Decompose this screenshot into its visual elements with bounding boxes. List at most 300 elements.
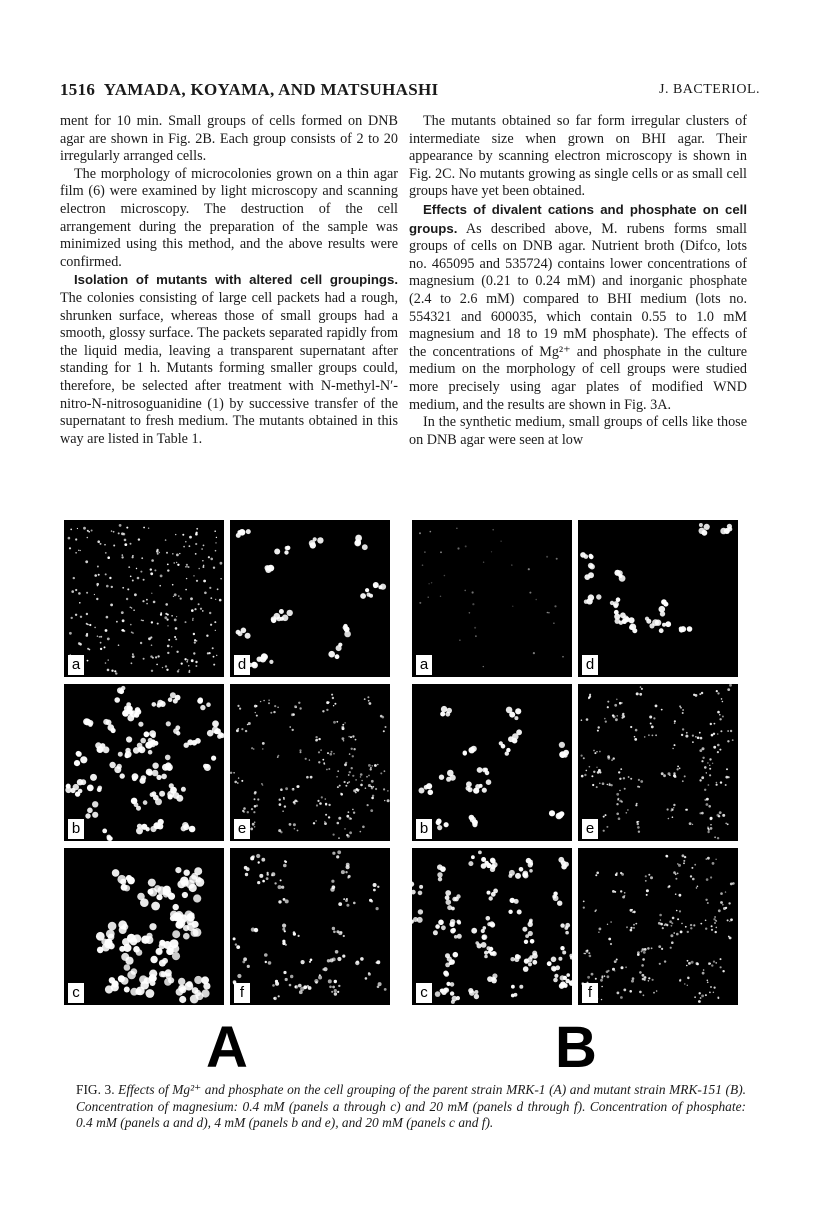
cell-speck [254, 826, 256, 828]
cell-speck [450, 991, 454, 995]
cell-speck [667, 886, 669, 888]
cell-speck [338, 837, 340, 839]
cell-speck [368, 784, 371, 787]
cell-speck [113, 531, 115, 533]
cell-speck [371, 780, 374, 783]
cell-speck [711, 929, 713, 931]
cell-speck [343, 935, 345, 937]
cell-speck [658, 945, 661, 948]
cell-speck [160, 575, 163, 578]
cell-speck [333, 721, 336, 724]
cell-speck [623, 777, 625, 779]
cell-speck [428, 597, 429, 598]
cell-speck [216, 655, 217, 656]
cell-speck [122, 587, 124, 589]
cell-speck [136, 568, 137, 569]
cell-speck [329, 986, 332, 989]
panel-label: a [416, 655, 432, 675]
cell-speck [202, 566, 204, 568]
cell-speck [364, 698, 366, 700]
cell-speck [150, 568, 152, 570]
cell-speck [661, 948, 663, 950]
cell-speck [179, 553, 180, 554]
cell-speck [146, 989, 155, 998]
cell-speck [562, 951, 566, 955]
cell-speck [322, 710, 324, 712]
cell-speck [705, 928, 707, 930]
cell-speck [325, 798, 327, 800]
cell-speck [345, 762, 347, 764]
cell-speck [721, 698, 723, 700]
cell-speck [639, 786, 641, 788]
cell-speck [371, 797, 374, 800]
cell-speck [235, 943, 237, 945]
cell-speck [143, 579, 145, 581]
cell-speck [665, 621, 671, 627]
micrograph-texture [64, 684, 224, 841]
cell-speck [362, 544, 368, 550]
cell-speck [273, 997, 276, 1000]
cell-speck [612, 890, 615, 893]
cell-speck [336, 776, 338, 778]
cell-speck [383, 788, 385, 790]
cell-speck [560, 975, 565, 980]
cell-speck [106, 585, 109, 588]
cell-speck [670, 947, 672, 949]
cell-speck [344, 828, 345, 829]
cell-speck [638, 821, 640, 823]
cell-speck [265, 961, 267, 963]
cell-speck [166, 669, 168, 671]
cell-speck [645, 880, 647, 882]
cell-speck [200, 608, 202, 610]
cell-speck [280, 788, 283, 791]
cell-speck [514, 899, 519, 904]
cell-speck [195, 543, 197, 545]
cell-speck [274, 613, 281, 620]
cell-speck [193, 633, 195, 635]
cell-speck [319, 802, 322, 805]
cell-speck [173, 699, 178, 704]
cell-speck [693, 694, 695, 696]
cell-speck [295, 986, 297, 988]
micrograph-texture [230, 520, 390, 677]
cell-speck [122, 629, 125, 632]
cell-speck [98, 786, 103, 791]
cell-speck [707, 857, 710, 860]
cell-speck [337, 770, 339, 772]
micrograph-texture [230, 848, 390, 1005]
cell-speck [631, 980, 634, 983]
cell-speck [200, 705, 205, 710]
cell-speck [73, 577, 75, 579]
cell-speck [120, 773, 125, 778]
cell-speck [730, 883, 733, 886]
cell-speck [683, 862, 685, 864]
cell-speck [76, 751, 81, 756]
cell-speck [437, 872, 442, 877]
cell-speck [177, 670, 179, 672]
cell-speck [422, 564, 424, 566]
cell-speck [136, 827, 143, 834]
cell-speck [622, 714, 624, 716]
cell-speck [307, 985, 310, 988]
cell-speck [176, 554, 179, 557]
cell-speck [690, 927, 692, 929]
cell-speck [730, 730, 732, 732]
cell-speck [116, 621, 118, 623]
cell-speck [114, 766, 121, 773]
cell-speck [673, 932, 675, 934]
cell-speck [279, 609, 284, 614]
cell-speck [628, 776, 630, 778]
cell-speck [635, 804, 637, 806]
cell-speck [713, 992, 714, 993]
cell-speck [469, 815, 475, 821]
cell-speck [77, 528, 78, 529]
cell-speck [198, 568, 200, 570]
paragraph: In the synthetic medium, small groups of cells like those on DNB agar were seen at low [409, 414, 747, 448]
cell-speck [674, 722, 676, 724]
cell-speck [140, 571, 142, 573]
cell-speck [165, 762, 171, 768]
cell-speck [708, 784, 710, 786]
cell-speck [487, 891, 491, 895]
cell-speck [592, 784, 594, 786]
cell-speck [87, 530, 89, 532]
cell-speck [712, 763, 713, 764]
cell-speck [238, 631, 243, 636]
cell-speck [517, 910, 522, 915]
cell-speck [710, 824, 712, 826]
cell-speck [563, 750, 569, 756]
cell-speck [85, 560, 88, 563]
cell-speck [699, 732, 701, 734]
section-heading: Effects of divalent cations and phosphate on cell groups. [409, 201, 747, 236]
cell-speck [251, 808, 253, 810]
panel-label: f [582, 983, 598, 1003]
cell-speck [702, 972, 705, 975]
cell-speck [206, 702, 211, 707]
cell-speck [256, 854, 260, 858]
cell-speck [717, 711, 720, 714]
cell-speck [345, 899, 348, 902]
cell-speck [213, 567, 215, 569]
cell-speck [204, 592, 207, 595]
cell-speck [118, 532, 120, 534]
cell-speck [659, 914, 662, 917]
cell-speck [636, 803, 638, 805]
cell-speck [716, 784, 718, 786]
cell-speck [373, 889, 376, 892]
cell-speck [528, 962, 532, 966]
cell-speck [340, 793, 342, 795]
cell-speck [717, 744, 720, 747]
cell-speck [194, 608, 196, 610]
cell-speck [469, 990, 475, 996]
cell-speck [632, 628, 637, 633]
cell-speck [589, 766, 591, 768]
cell-speck [100, 743, 105, 748]
cell-speck [668, 772, 671, 775]
cell-speck [165, 539, 167, 541]
cell-speck [186, 913, 194, 921]
cell-speck [704, 799, 706, 801]
cell-speck [710, 827, 713, 830]
cell-speck [684, 775, 686, 777]
cell-speck [108, 659, 109, 660]
cell-speck [372, 795, 374, 797]
cell-speck [535, 599, 537, 601]
cell-speck [599, 783, 601, 785]
cell-speck [548, 612, 550, 614]
micrograph-panel [412, 848, 572, 1005]
cell-speck [641, 964, 644, 967]
cell-speck [318, 738, 320, 740]
cell-speck [475, 635, 477, 637]
cell-speck [298, 935, 300, 937]
cell-speck [675, 878, 677, 880]
cell-speck [720, 781, 722, 783]
cell-speck [68, 537, 71, 540]
cell-speck [300, 751, 302, 753]
cell-speck [562, 656, 564, 658]
cell-speck [714, 916, 716, 918]
cell-speck [581, 719, 583, 721]
cell-speck [596, 594, 601, 599]
cell-speck [453, 952, 459, 958]
cell-speck [681, 923, 683, 925]
cell-speck [659, 628, 664, 633]
cell-speck [603, 830, 605, 832]
cell-speck [279, 803, 282, 806]
cell-speck [335, 950, 339, 954]
cell-speck [283, 864, 287, 868]
cell-speck [449, 922, 454, 927]
cell-speck [146, 603, 148, 605]
cell-speck [259, 874, 263, 878]
cell-speck [215, 630, 216, 631]
cell-speck [489, 896, 493, 900]
cell-speck [214, 621, 216, 623]
cell-speck [271, 874, 273, 876]
cell-speck [492, 862, 497, 867]
cell-speck [261, 858, 265, 862]
cell-speck [195, 661, 197, 663]
cell-speck [360, 773, 363, 776]
cell-speck [132, 653, 134, 655]
cell-speck [268, 700, 269, 701]
cell-speck [292, 729, 294, 731]
cell-speck [86, 623, 88, 625]
cell-speck [695, 736, 697, 738]
cell-speck [647, 947, 650, 950]
cell-speck [722, 701, 724, 703]
cell-speck [87, 808, 93, 814]
cell-speck [727, 730, 729, 732]
cell-speck [149, 730, 156, 737]
cell-speck [624, 892, 626, 894]
cell-speck [109, 977, 115, 983]
cell-speck [449, 961, 453, 965]
cell-speck [324, 822, 327, 825]
cell-speck [156, 775, 161, 780]
cell-speck [629, 990, 632, 993]
cell-speck [630, 927, 632, 929]
cell-speck [605, 814, 607, 816]
cell-speck [102, 829, 107, 834]
cell-speck [181, 663, 183, 665]
cell-speck [331, 880, 334, 883]
cell-speck [645, 875, 647, 877]
cell-speck [437, 864, 443, 870]
cell-speck [638, 831, 640, 833]
cell-speck [186, 578, 187, 579]
cell-speck [514, 716, 518, 720]
cell-speck [88, 531, 90, 533]
caption-body: Effects of Mg²⁺ and phosphate on the cell grouping of the parent strain MRK-1 (A) and mutant strain MRK-151 (B). Concentration of magnesium: 0.4 mM (panels a through c) and 20 mM (panels d through f). Concentration of phosphate: 0.4 mM (panels a and d), 4 mM (panels b and e), and 20 mM (panels c and f). [76, 1082, 746, 1130]
cell-speck [581, 755, 583, 757]
cell-speck [336, 645, 342, 651]
cell-speck [589, 955, 592, 958]
cell-speck [719, 714, 721, 716]
cell-speck [634, 738, 637, 741]
cell-speck [728, 776, 730, 778]
cell-speck [274, 882, 276, 884]
cell-speck [175, 725, 180, 730]
cell-speck [126, 527, 128, 529]
cell-speck [349, 753, 351, 755]
cell-speck [376, 907, 379, 910]
cell-speck [616, 803, 618, 805]
cell-speck [614, 704, 617, 707]
cell-speck [333, 931, 336, 934]
cell-speck [350, 736, 352, 738]
cell-speck [377, 764, 379, 766]
cell-speck [132, 555, 134, 557]
cell-speck [510, 957, 514, 961]
cell-speck [194, 990, 201, 997]
cell-speck [191, 659, 194, 662]
cell-speck [122, 710, 129, 717]
cell-speck [660, 919, 661, 920]
cell-speck [134, 593, 137, 596]
cell-speck [699, 779, 701, 781]
cell-speck [692, 824, 693, 825]
cell-speck [709, 963, 711, 965]
cell-speck [344, 722, 345, 723]
cell-speck [285, 899, 289, 903]
cell-speck [508, 874, 512, 878]
cell-speck [87, 648, 89, 650]
cell-speck [130, 543, 132, 545]
panel-label: d [582, 655, 598, 675]
cell-speck [104, 544, 106, 546]
cell-speck [444, 972, 449, 977]
cell-speck [727, 524, 732, 529]
cell-speck [203, 764, 208, 769]
cell-speck [707, 762, 709, 764]
cell-speck [169, 783, 174, 788]
cell-speck [272, 984, 275, 987]
cell-speck [709, 992, 711, 994]
cell-speck [336, 721, 338, 723]
cell-speck [418, 891, 423, 896]
cell-speck [637, 823, 639, 825]
cell-speck [96, 598, 98, 600]
cell-speck [151, 644, 153, 646]
cell-speck [206, 635, 208, 637]
cell-speck [172, 584, 174, 586]
cell-speck [473, 788, 479, 794]
cell-speck [598, 769, 601, 772]
cell-speck [155, 656, 157, 658]
cell-speck [481, 942, 487, 948]
cell-speck [328, 816, 330, 818]
micrograph-panel [64, 520, 224, 677]
cell-speck [484, 951, 488, 955]
cell-speck [613, 757, 615, 759]
cell-speck [86, 613, 88, 615]
cell-speck [250, 828, 253, 831]
cell-speck [184, 658, 186, 660]
cell-speck [315, 820, 317, 822]
cell-speck [471, 855, 475, 859]
cell-speck [680, 931, 683, 934]
cell-speck [342, 737, 345, 740]
cell-speck [619, 778, 621, 780]
cell-speck [118, 644, 120, 646]
cell-speck [168, 794, 173, 799]
cell-speck [348, 774, 350, 776]
cell-speck [157, 553, 159, 555]
cell-speck [505, 751, 509, 755]
cell-speck [652, 735, 654, 737]
cell-speck [212, 647, 214, 649]
cell-speck [709, 768, 711, 770]
cell-speck [260, 701, 261, 702]
cell-speck [216, 537, 217, 538]
cell-speck [306, 776, 309, 779]
cell-speck [188, 665, 189, 666]
cell-speck [368, 775, 370, 777]
cell-speck [162, 667, 163, 668]
cell-speck [219, 599, 222, 602]
cell-speck [186, 566, 188, 568]
cell-speck [699, 992, 701, 994]
cell-speck [378, 982, 382, 986]
cell-speck [547, 612, 549, 614]
cell-speck [270, 712, 272, 714]
cell-speck [266, 877, 269, 880]
cell-speck [105, 985, 113, 993]
cell-speck [613, 603, 618, 608]
cell-speck [604, 718, 606, 720]
cell-speck [620, 768, 622, 770]
cell-speck [616, 959, 618, 961]
cell-speck [333, 834, 335, 836]
cell-speck [135, 989, 141, 995]
cell-speck [280, 879, 282, 881]
cell-speck [168, 639, 170, 641]
cell-speck [167, 564, 169, 566]
cell-speck [114, 697, 120, 703]
cell-speck [189, 826, 196, 833]
cell-speck [589, 564, 595, 570]
cell-speck [174, 619, 177, 622]
cell-speck [175, 867, 181, 873]
cell-speck [267, 872, 269, 874]
